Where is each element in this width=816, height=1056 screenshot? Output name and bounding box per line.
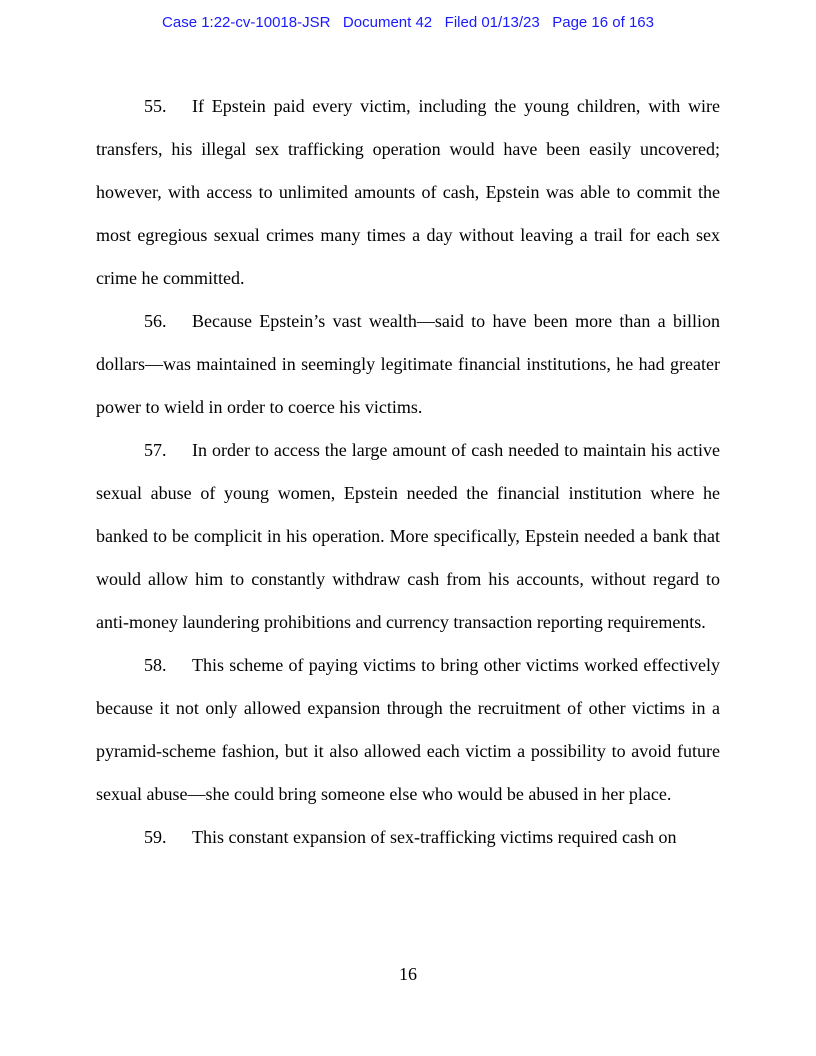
paragraph-56	[96, 300, 720, 429]
paragraph-text: Because Epstein’s vast wealth—said to have been more than a billion dollars—was maintained in seemingly legitimate financial institutions, he had greater power to wield in order to coerce his victims.	[96, 311, 720, 417]
paragraph-55	[96, 85, 720, 300]
paragraph-number: 55.	[144, 96, 167, 116]
paragraph-58	[96, 644, 720, 816]
paragraph-text: If Epstein paid every victim, including the young children, with wire transfers, his illegal sex trafficking operation would have been easily uncovered; however, with access to unlimited amounts of cash, Epstein was able to commit the most egregious sexual crimes many times a day without leaving a trail for each sex crime he committed.	[96, 96, 720, 288]
paragraph-number: 56.	[144, 311, 167, 331]
page-number: 16	[399, 964, 417, 984]
paragraph-text: In order to access the large amount of cash needed to maintain his active sexual abuse of young women, Epstein needed the financial institution where he banked to be complicit in his operation. More specifically, Epstein needed a bank that would allow him to constantly withdraw cash from his accounts, without regard to anti-money laundering prohibitions and currency transaction reporting requirements.	[96, 440, 720, 632]
case-header: Case 1:22-cv-10018-JSR Document 42 Filed 01/13/23 Page 16 of 163	[162, 14, 654, 31]
paragraph-text: This constant expansion of sex-trafficking victims required cash on	[192, 827, 677, 847]
paragraph-number: 57.	[144, 440, 167, 460]
document-body	[96, 85, 720, 859]
paragraph-59	[96, 816, 720, 859]
paragraph-number: 59.	[144, 827, 167, 847]
paragraph-57	[96, 429, 720, 644]
paragraph-number: 58.	[144, 655, 167, 675]
paragraph-text: This scheme of paying victims to bring other victims worked effectively because it not only allowed expansion through the recruitment of other victims in a pyramid-scheme fashion, but it also allowed each victim a possibility to avoid future sexual abuse—she could bring someone else who would be abused in her place.	[96, 655, 720, 804]
